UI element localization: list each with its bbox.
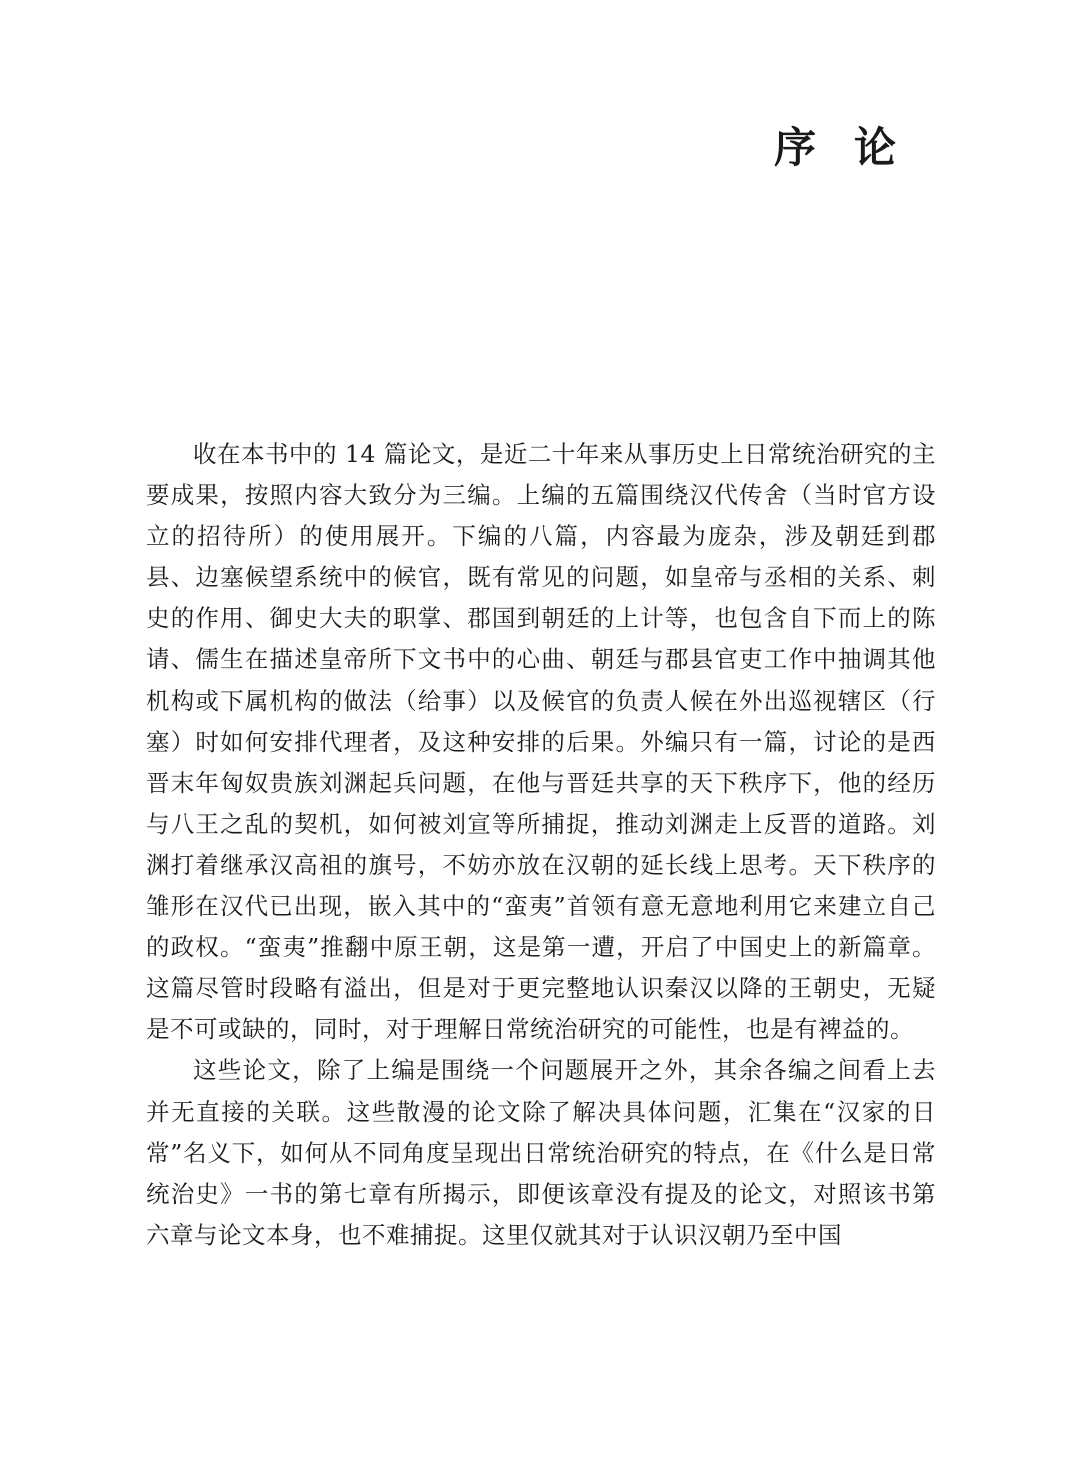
paragraph-1: 收在本书中的 14 篇论文，是近二十年来从事历史上日常统治研究的主要成果，按照内容大致分为三编。上编的五篇围绕汉代传舍（当时官方设立的招待所）的使用展开。下编的八篇，内容最为庞杂，涉及朝廷到郡县、边塞候望系统中的候官，既有常见的问题，如皇帝与丞相的关系、刺史的作用、御史大夫的职掌、郡国到朝廷的上计等，也包含自下而上的陈请、儒生在描述皇帝所下文书中的心曲、朝廷与郡县官吏工作中抽调其他机构或下属机构的做法（给事）以及候官的负责人候在外出巡视辖区（行塞）时如何安排代理者，及这种安排的后果。外编只有一篇，讨论的是西晋末年匈奴贵族刘渊起兵问题，在他与晋廷共享的天下秩序下，他的经历与八王之乱的契机，如何被刘宣等所捕捉，推动刘渊走上反晋的道路。刘渊打着继承汉高祖的旗号，不妨亦放在汉朝的延长线上思考。天下秩序的雏形在汉代已出现，嵌入其中的“蛮夷”首领有意无意地利用它来建立自己的政权。“蛮夷”推翻中原王朝，这是第一遭，开启了中国史上的新篇章。这篇尽管时段略有溢出，但是对于更完整地认识秦汉以降的王朝史，无疑是不可或缺的，同时，对于理解日常统治研究的可能性，也是有裨益的。 — [146, 440, 936, 1044]
body-text — [146, 434, 936, 1256]
chapter-title: 序论 — [773, 123, 934, 172]
paragraph-2: 这些论文，除了上编是围绕一个问题展开之外，其余各编之间看上去并无直接的关联。这些散漫的论文除了解决具体问题，汇集在“汉家的日常”名义下，如何从不同角度呈现出日常统治研究的特点，在《什么是日常统治史》一书的第七章有所揭示，即便该章没有提及的论文，对照该书第六章与论文本身，也不难捕捉。这里仅就其对于认识汉朝乃至中国 — [146, 1056, 936, 1249]
